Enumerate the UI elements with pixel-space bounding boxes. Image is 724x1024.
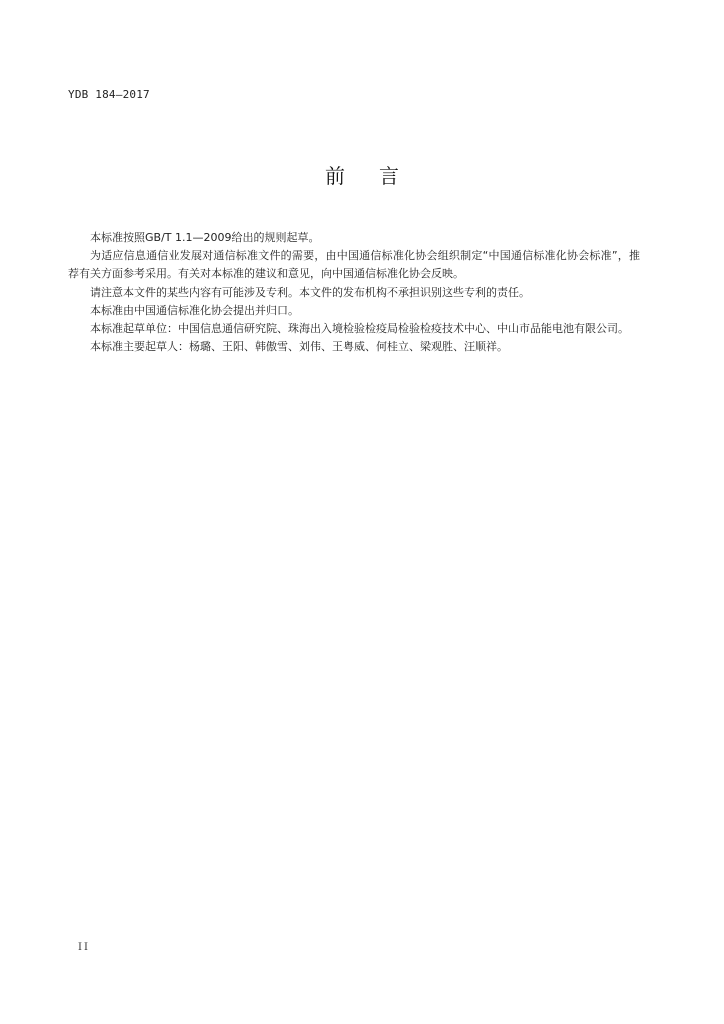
paragraph-purpose: 为适应信息通信业发展对通信标准文件的需要，由中国通信标准化协会组织制定“中国通信标准化协会标准”，推荐有关方面参考采用。有关对本标准的建议和意见，向中国通信标准化协会反映。	[68, 249, 640, 281]
paragraph-patent-notice: 请注意本文件的某些内容有可能涉及专利。本文件的发布机构不承担识别这些专利的责任。	[90, 285, 530, 299]
paragraph-drafting-units: 本标准起草单位：中国信息通信研究院、珠海出入境检验检疫局检验检疫技术中心、中山市品能电池有限公司。	[90, 322, 629, 336]
document-id: YDB 184—2017	[68, 88, 150, 101]
paragraph-proposer: 本标准由中国通信标准化协会提出并归口。	[90, 303, 299, 317]
page-number: II	[78, 942, 90, 953]
paragraph-drafters: 本标准主要起草人：杨璐、王阳、韩傲雪、刘伟、王粤威、何桂立、梁观胜、汪顺祥。	[90, 340, 508, 354]
foreword-body	[68, 229, 640, 356]
paragraph-drafting-rules: 本标准按照GB/T 1.1—2009给出的规则起草。	[90, 231, 320, 244]
page-title: 前言	[325, 164, 433, 188]
